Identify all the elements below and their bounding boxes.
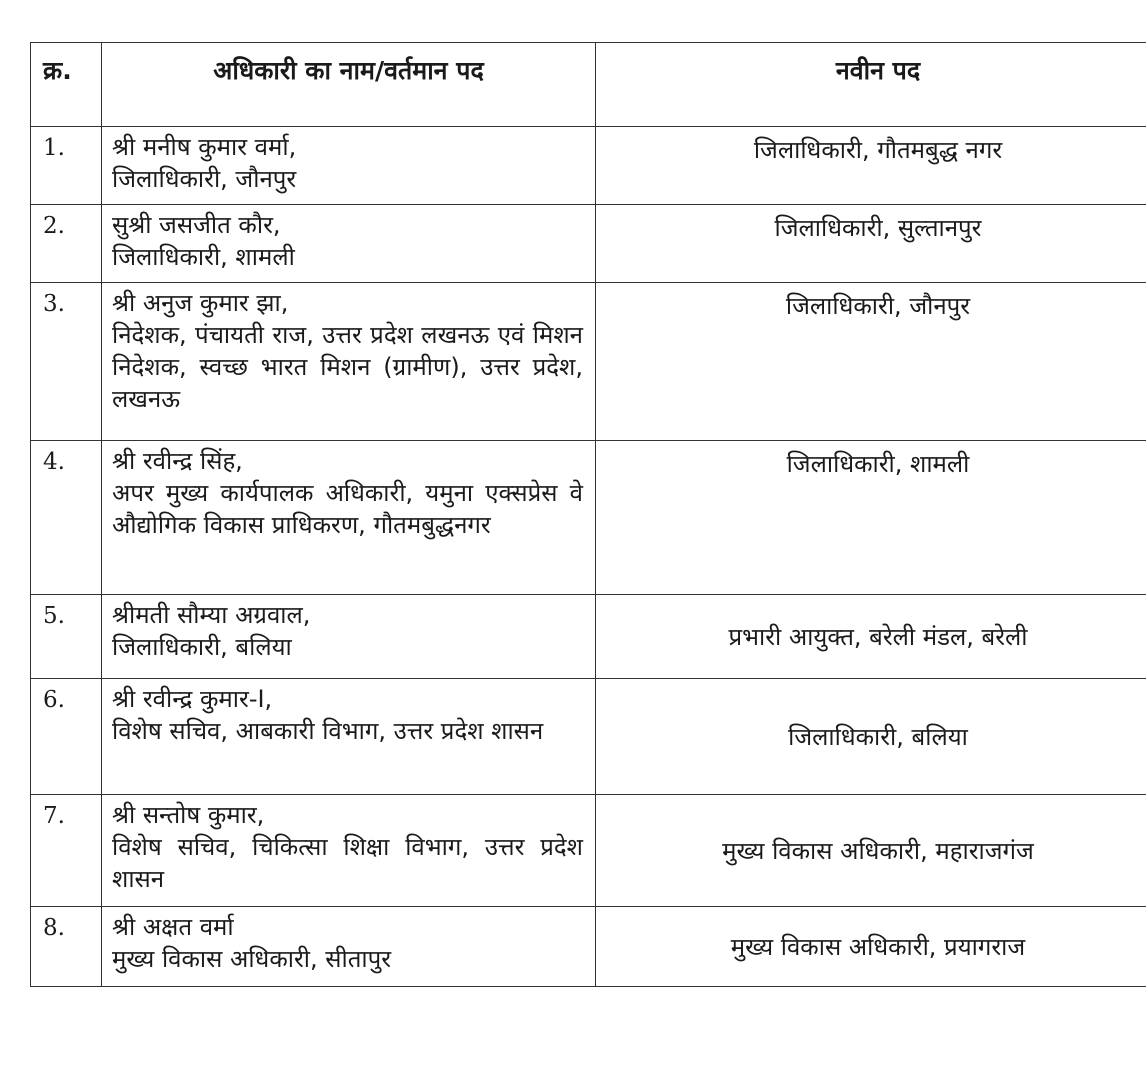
new-post: जिलाधिकारी, बलिया	[596, 679, 1146, 795]
row-serial: 8.	[31, 907, 102, 987]
officer-name: श्री रवीन्द्र कुमार-I,	[112, 685, 273, 713]
new-post: जिलाधिकारी, गौतमबुद्ध नगर	[596, 127, 1146, 205]
officer-name: सुश्री जसजीत कौर,	[112, 211, 281, 239]
new-post: जिलाधिकारी, शामली	[596, 441, 1146, 595]
new-post: प्रभारी आयुक्त, बरेली मंडल, बरेली	[596, 595, 1146, 679]
row-serial: 1.	[31, 127, 102, 205]
officer-name: श्री रवीन्द्र सिंह,	[112, 447, 243, 475]
table-row	[31, 595, 1146, 679]
header-serial: क्र.	[31, 43, 102, 127]
row-serial: 2.	[31, 205, 102, 283]
officer-cell	[102, 441, 596, 595]
row-serial: 7.	[31, 795, 102, 907]
table-row	[31, 205, 1146, 283]
officer-cell	[102, 907, 596, 987]
officer-name: श्रीमती सौम्या अग्रवाल,	[112, 601, 311, 629]
row-serial: 3.	[31, 283, 102, 441]
new-post: जिलाधिकारी, जौनपुर	[596, 283, 1146, 441]
officer-cell	[102, 205, 596, 283]
header-officer: अधिकारी का नाम/वर्तमान पद	[102, 43, 596, 127]
new-post: मुख्य विकास अधिकारी, महाराजगंज	[596, 795, 1146, 907]
row-serial: 6.	[31, 679, 102, 795]
officer-current-post: जिलाधिकारी, बलिया	[112, 633, 292, 661]
officer-current-post: जिलाधिकारी, शामली	[112, 243, 295, 271]
officer-current-post: विशेष सचिव, आबकारी विभाग, उत्तर प्रदेश शासन	[112, 717, 544, 745]
table-row	[31, 441, 1146, 595]
table-header-row	[31, 43, 1146, 127]
table-row	[31, 283, 1146, 441]
transfer-table	[30, 42, 1146, 987]
officer-cell	[102, 595, 596, 679]
officer-name: श्री मनीष कुमार वर्मा,	[112, 133, 297, 161]
table-row	[31, 907, 1146, 987]
table-row	[31, 127, 1146, 205]
new-post: जिलाधिकारी, सुल्तानपुर	[596, 205, 1146, 283]
row-serial: 4.	[31, 441, 102, 595]
table-row	[31, 795, 1146, 907]
officer-name: श्री अनुज कुमार झा,	[112, 289, 289, 317]
officer-current-post: मुख्य विकास अधिकारी, सीतापुर	[112, 945, 392, 973]
table-row	[31, 679, 1146, 795]
officer-name: श्री अक्षत वर्मा	[112, 913, 234, 941]
new-post: मुख्य विकास अधिकारी, प्रयागराज	[596, 907, 1146, 987]
officer-cell	[102, 283, 596, 441]
row-serial: 5.	[31, 595, 102, 679]
header-new-post: नवीन पद	[596, 43, 1146, 127]
officer-current-post: निदेशक, पंचायती राज, उत्तर प्रदेश लखनऊ एवं मिशन निदेशक, स्वच्छ भारत मिशन (ग्रामीण), उत्तर प्रदेश, लखनऊ	[112, 321, 583, 413]
officer-cell	[102, 795, 596, 907]
officer-current-post: विशेष सचिव, चिकित्सा शिक्षा विभाग, उत्तर प्रदेश शासन	[112, 833, 583, 893]
officer-current-post: जिलाधिकारी, जौनपुर	[112, 165, 297, 193]
officer-cell	[102, 679, 596, 795]
officer-name: श्री सन्तोष कुमार,	[112, 801, 265, 829]
officer-current-post: अपर मुख्य कार्यपालक अधिकारी, यमुना एक्सप्रेस वे औद्योगिक विकास प्राधिकरण, गौतमबुद्धनगर	[112, 479, 583, 539]
officer-cell	[102, 127, 596, 205]
